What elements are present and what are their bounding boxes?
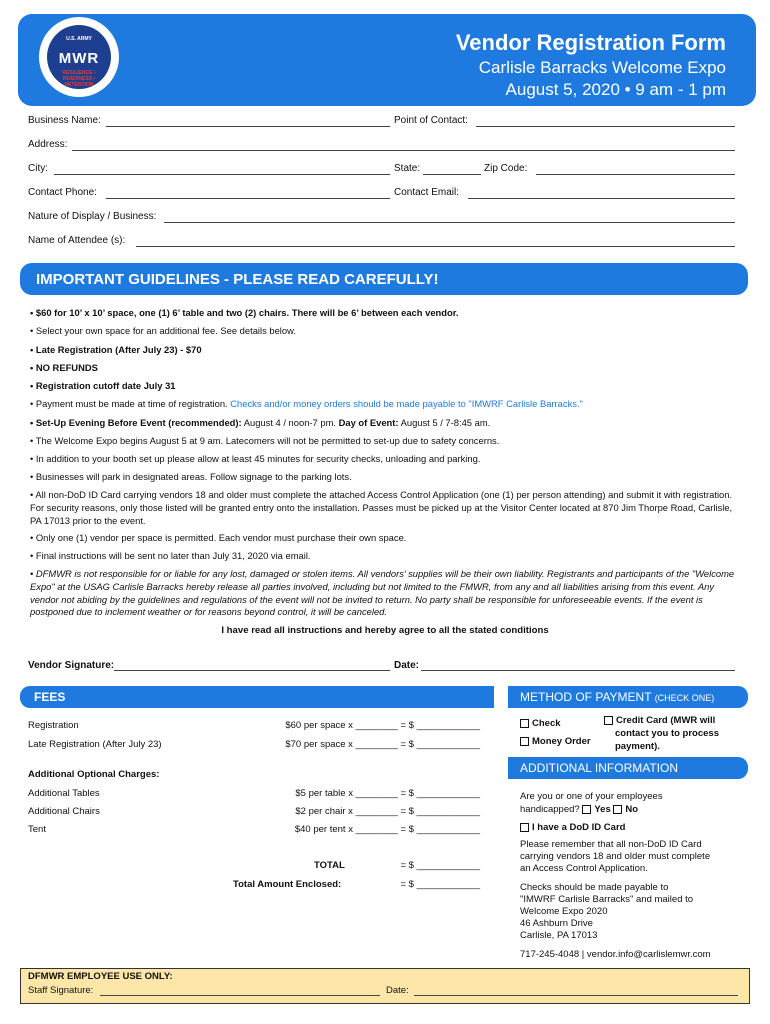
mail-line-3: Welcome Expo 2020 [520,906,608,917]
tent-label: Tent [28,824,46,835]
tent-price-line[interactable]: $40 per tent x ________ = $ ____________ [294,824,480,835]
mail-line-5: Carlisle, PA 17013 [520,930,598,941]
handicapped-question-2 [520,804,638,815]
mail-line-2: "IMWRF Carlisle Barracks" and mailed to [520,894,694,905]
total-enclosed-value-line[interactable]: = $ ____________ [400,879,480,890]
mail-line-4: 46 Ashburn Drive [520,918,593,929]
checkbox-icon[interactable] [520,737,529,746]
registration-label: Registration [28,720,79,731]
state-label: State: [394,163,421,174]
vendor-date-field[interactable] [421,670,735,671]
guideline-late-registration: • Late Registration (After July 23) - $70 [30,344,202,355]
credit-card-label-3: payment). [615,741,660,752]
event-day-label: Day of Event: [338,417,399,428]
payment-heading-note: (CHECK ONE) [654,693,715,703]
payment-option-money-order[interactable] [520,736,591,747]
guideline-setup [30,417,742,430]
payment-heading-text: METHOD OF PAYMENT [520,690,652,704]
vendor-date-label: Date: [394,660,420,671]
setup-time: August 4 / noon-7 pm. [241,417,339,428]
zip-label: Zip Code: [484,163,528,174]
dod-note-3: an Access Control Application. [520,863,648,874]
guideline-parking: • Businesses will park in designated areas. Follow signage to the parking lots. [30,471,352,482]
additional-charges-heading: Additional Optional Charges: [28,769,160,780]
guideline-liability: • DFMWR is not responsible for or liable for any lost, damaged or stolen items. All vendors’ supplies will be their own liability. Registrants and participants of the "Welcome Expo" at the USAG Carlisle Barracks hereby release all parties involved, including but not limited to the FMWR, from any and all liabilities arising from this event. Any vendor not abiding by the guidelines and regulations of the event will not be invited to return. No party shall be responsible for unforeseeable events. If the event is postponed due to inclement weather or for reasons beyond control, it will be canceled. [30,568,735,618]
logo-bottom-text: RESILIENCE • READINESS • RETENTION [62,70,96,88]
city-label: City: [28,163,48,174]
dod-id-label: I have a DoD ID Card [532,822,626,833]
payment-option-check[interactable] [520,718,561,729]
guideline-space-fee: • $60 for 10’ x 10’ space, one (1) 6’ table and two (2) chairs. There will be 6’ between each vendor. [30,307,459,318]
page-title: Vendor Registration Form [455,30,726,55]
nature-of-display-field[interactable] [164,222,735,223]
dod-note-2: carrying vendors 18 and older must complete [520,851,711,862]
contact-email-field[interactable] [468,198,735,199]
guideline-one-vendor: • Only one (1) vendor per space is permitted. Each vendor must purchase their own space. [30,532,407,543]
payment-option-credit-card[interactable] [604,715,715,726]
dod-note-1: Please remember that all non-DoD ID Card [520,839,702,850]
checkbox-icon[interactable] [604,716,613,725]
credit-card-label-1: Credit Card (MWR will [616,715,716,726]
money-order-label: Money Order [532,736,591,747]
event-name: Carlisle Barracks Welcome Expo [478,58,726,77]
guidelines-heading: IMPORTANT GUIDELINES - PLEASE READ CAREFULLY! [36,271,439,288]
contact-phone-label: Contact Phone: [28,187,97,198]
nature-of-display-label: Nature of Display / Business: [28,211,157,222]
late-registration-label: Late Registration (After July 23) [28,739,162,750]
point-of-contact-field[interactable] [476,126,735,127]
guideline-cutoff: • Registration cutoff date July 31 [30,380,176,391]
staff-date-field[interactable] [414,995,738,996]
staff-signature-label: Staff Signature: [28,985,94,996]
total-value-line[interactable]: = $ ____________ [400,860,480,871]
city-field[interactable] [54,174,390,175]
credit-card-label-2: contact you to process [615,728,719,739]
vendor-signature-label: Vendor Signature: [28,660,115,671]
checkbox-icon[interactable] [520,823,529,832]
total-label: TOTAL [314,860,345,871]
guideline-payment [30,398,742,411]
vendor-signature-field[interactable] [114,670,390,671]
checkbox-icon[interactable] [520,719,529,728]
business-name-label: Business Name: [28,115,101,126]
zip-field[interactable] [536,174,735,175]
point-of-contact-label: Point of Contact: [394,115,468,126]
handicapped-question-text: handicapped? [520,804,580,815]
fees-banner [20,686,494,708]
late-registration-price-line[interactable]: $70 per space x ________ = $ ____________ [285,739,480,750]
attendee-name-label: Name of Attendee (s): [28,235,126,246]
guideline-access-control: • All non-DoD ID Card carrying vendors 18 and older must complete the attached Access Control Application (one (1) per person attending) and submit it with registration. For security reasons, only those listed will be granted entry onto the installation. Passes must be picked up at the Visitor Center located at 870 Jim Thorpe Road, Carlisle, PA 17013 prior to the event. [30,489,733,526]
guideline-select-space: • Select your own space for an additional fee. See details below. [30,325,296,336]
event-day-time: August 5 / 7-8:45 am. [398,417,491,428]
fees-heading: FEES [34,690,66,704]
dod-id-option[interactable] [520,822,625,833]
check-label: Check [532,718,561,729]
attendee-name-field[interactable] [136,246,735,247]
contact-info: 717-245-4048 | vendor.info@carlislemwr.com [520,949,711,960]
logo-main-text: MWR [58,50,100,67]
payable-text: Checks and/or money orders should be made payable to "IMWRF Carlisle Barracks." [230,398,583,409]
payment-heading [520,690,714,704]
yes-label: Yes [594,804,611,815]
staff-date-label: Date: [386,985,409,996]
total-enclosed-label: Total Amount Enclosed: [233,879,342,890]
additional-info-heading: ADDITIONAL INFORMATION [520,761,679,775]
additional-tables-label: Additional Tables [28,788,100,799]
business-name-field[interactable] [106,126,390,127]
guideline-expo-begins: • The Welcome Expo begins August 5 at 9 am. Latecomers will not be permitted to set-up due to safety concerns. [30,435,500,446]
guideline-no-refunds: • NO REFUNDS [30,362,98,373]
handicapped-question-1: Are you or one of your employees [520,791,663,802]
payment-text: • Payment must be made at time of registration. [30,398,231,409]
additional-chairs-label: Additional Chairs [28,806,100,817]
address-label: Address: [28,139,68,150]
guideline-security: • In addition to your booth set up please allow at least 45 minutes for security checks, unloading and parking. [30,453,481,464]
setup-label: • Set-Up Evening Before Event (recommended): [30,417,242,428]
contact-phone-field[interactable] [106,198,390,199]
tables-price-line[interactable]: $5 per table x ________ = $ ____________ [295,788,480,799]
contact-email-label: Contact Email: [394,187,460,198]
staff-signature-field[interactable] [100,995,380,996]
no-label: No [625,804,639,815]
mail-line-1: Checks should be made payable to [520,882,669,893]
agreement-statement: I have read all instructions and hereby agree to all the stated conditions [221,625,549,636]
address-field[interactable] [72,150,735,151]
state-field[interactable] [423,174,481,175]
registration-price-line[interactable]: $60 per space x ________ = $ ____________ [285,720,480,731]
no-checkbox-icon[interactable] [613,805,622,814]
yes-checkbox-icon[interactable] [582,805,591,814]
chairs-price-line[interactable]: $2 per chair x ________ = $ ____________ [295,806,480,817]
logo-top-text: U.S. ARMY [66,36,92,42]
guideline-final-instructions: • Final instructions will be sent no later than July 31, 2020 via email. [30,550,311,561]
event-date: August 5, 2020 • 9 am - 1 pm [505,80,726,99]
employee-use-heading: DFMWR EMPLOYEE USE ONLY: [28,971,173,982]
